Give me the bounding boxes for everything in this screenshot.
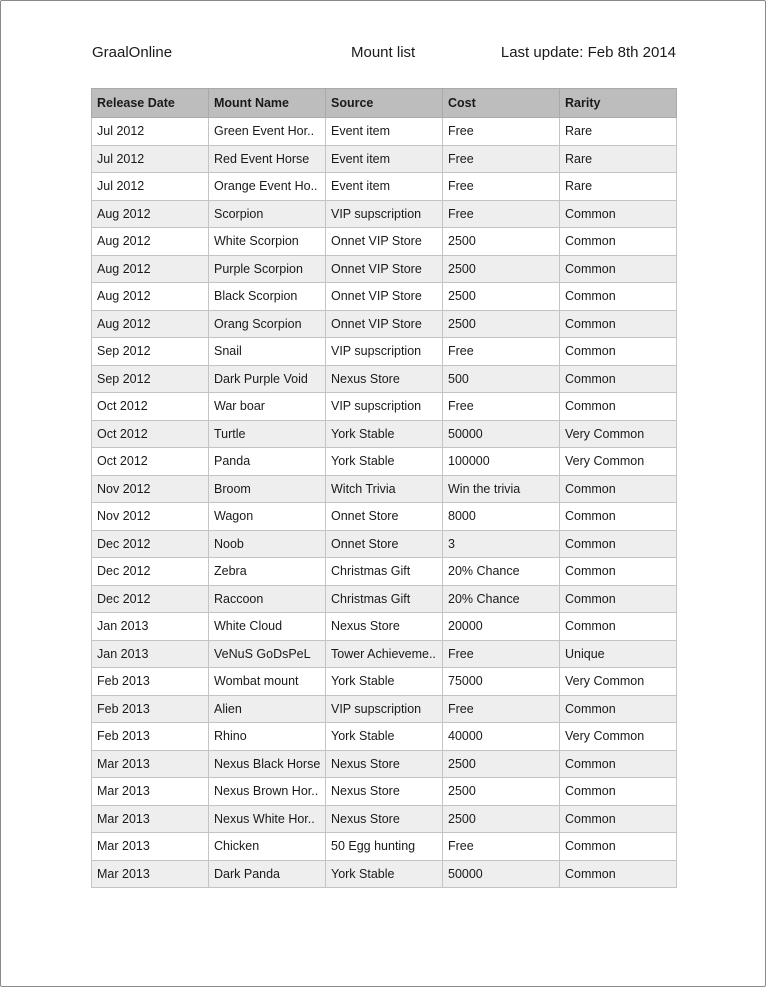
cell-source: York Stable <box>326 668 443 696</box>
cell-cost: Win the trivia <box>443 475 560 503</box>
cell-source: VIP supscription <box>326 338 443 366</box>
cell-source: VIP supscription <box>326 695 443 723</box>
cell-release-date: Dec 2012 <box>92 585 209 613</box>
cell-cost: 3 <box>443 530 560 558</box>
table-row <box>92 365 677 393</box>
cell-release-date: Jul 2012 <box>92 118 209 146</box>
cell-cost: Free <box>443 695 560 723</box>
table-row <box>92 585 677 613</box>
cell-rarity: Common <box>560 530 677 558</box>
cell-rarity: Common <box>560 695 677 723</box>
column-header-rarity: Rarity <box>560 89 677 118</box>
cell-mount-name: Raccoon <box>209 585 326 613</box>
table-row <box>92 118 677 146</box>
cell-rarity: Common <box>560 558 677 586</box>
cell-cost: 8000 <box>443 503 560 531</box>
cell-rarity: Common <box>560 393 677 421</box>
cell-cost: Free <box>443 338 560 366</box>
cell-source: Christmas Gift <box>326 585 443 613</box>
table-body <box>92 118 677 888</box>
cell-release-date: Aug 2012 <box>92 283 209 311</box>
cell-cost: 2500 <box>443 255 560 283</box>
cell-rarity: Common <box>560 833 677 861</box>
cell-source: York Stable <box>326 723 443 751</box>
cell-source: Nexus Store <box>326 613 443 641</box>
table-row <box>92 695 677 723</box>
cell-mount-name: Black Scorpion <box>209 283 326 311</box>
cell-mount-name: Orang Scorpion <box>209 310 326 338</box>
cell-release-date: Oct 2012 <box>92 393 209 421</box>
cell-rarity: Unique <box>560 640 677 668</box>
cell-source: Event item <box>326 118 443 146</box>
cell-mount-name: Dark Purple Void <box>209 365 326 393</box>
table-row <box>92 503 677 531</box>
table-row <box>92 173 677 201</box>
cell-rarity: Very Common <box>560 420 677 448</box>
cell-cost: 40000 <box>443 723 560 751</box>
cell-release-date: Jan 2013 <box>92 613 209 641</box>
cell-release-date: Aug 2012 <box>92 200 209 228</box>
table-row <box>92 448 677 476</box>
cell-release-date: Dec 2012 <box>92 558 209 586</box>
cell-rarity: Very Common <box>560 448 677 476</box>
cell-rarity: Common <box>560 365 677 393</box>
cell-mount-name: Nexus Black Horse <box>209 750 326 778</box>
cell-cost: 500 <box>443 365 560 393</box>
cell-mount-name: Zebra <box>209 558 326 586</box>
cell-cost: 2500 <box>443 750 560 778</box>
cell-source: Christmas Gift <box>326 558 443 586</box>
cell-release-date: Mar 2013 <box>92 805 209 833</box>
cell-cost: 2500 <box>443 310 560 338</box>
cell-mount-name: Panda <box>209 448 326 476</box>
cell-mount-name: Noob <box>209 530 326 558</box>
cell-rarity: Common <box>560 475 677 503</box>
cell-cost: Free <box>443 200 560 228</box>
cell-rarity: Common <box>560 338 677 366</box>
cell-mount-name: Nexus Brown Hor.. <box>209 778 326 806</box>
cell-rarity: Common <box>560 613 677 641</box>
cell-mount-name: Nexus White Hor.. <box>209 805 326 833</box>
cell-release-date: Feb 2013 <box>92 723 209 751</box>
table-header-row <box>92 89 677 118</box>
table-row <box>92 420 677 448</box>
cell-release-date: Jul 2012 <box>92 145 209 173</box>
cell-rarity: Common <box>560 503 677 531</box>
cell-mount-name: Orange Event Ho.. <box>209 173 326 201</box>
cell-release-date: Feb 2013 <box>92 695 209 723</box>
column-header-source: Source <box>326 89 443 118</box>
cell-source: Tower Achieveme.. <box>326 640 443 668</box>
cell-mount-name: Wombat mount <box>209 668 326 696</box>
cell-cost: Free <box>443 173 560 201</box>
cell-release-date: Feb 2013 <box>92 668 209 696</box>
table-row <box>92 778 677 806</box>
column-header-release-date: Release Date <box>92 89 209 118</box>
cell-source: Nexus Store <box>326 750 443 778</box>
table-row <box>92 530 677 558</box>
cell-release-date: Mar 2013 <box>92 750 209 778</box>
cell-source: Onnet VIP Store <box>326 310 443 338</box>
cell-source: Witch Trivia <box>326 475 443 503</box>
cell-source: Nexus Store <box>326 805 443 833</box>
cell-source: Onnet VIP Store <box>326 283 443 311</box>
cell-source: Onnet VIP Store <box>326 228 443 256</box>
cell-release-date: Mar 2013 <box>92 833 209 861</box>
table-row <box>92 613 677 641</box>
cell-mount-name: Turtle <box>209 420 326 448</box>
cell-mount-name: Chicken <box>209 833 326 861</box>
table-row <box>92 338 677 366</box>
cell-cost: 2500 <box>443 228 560 256</box>
cell-mount-name: Red Event Horse <box>209 145 326 173</box>
header-app-name: GraalOnline <box>92 44 173 61</box>
cell-release-date: Aug 2012 <box>92 310 209 338</box>
cell-source: Event item <box>326 173 443 201</box>
table-row <box>92 640 677 668</box>
cell-release-date: Oct 2012 <box>92 420 209 448</box>
cell-mount-name: Alien <box>209 695 326 723</box>
cell-source: VIP supscription <box>326 200 443 228</box>
cell-release-date: Nov 2012 <box>92 475 209 503</box>
cell-rarity: Rare <box>560 173 677 201</box>
cell-mount-name: White Cloud <box>209 613 326 641</box>
cell-release-date: Mar 2013 <box>92 860 209 888</box>
cell-release-date: Sep 2012 <box>92 365 209 393</box>
cell-source: Nexus Store <box>326 778 443 806</box>
cell-mount-name: White Scorpion <box>209 228 326 256</box>
cell-cost: 20000 <box>443 613 560 641</box>
cell-mount-name: Scorpion <box>209 200 326 228</box>
cell-cost: 100000 <box>443 448 560 476</box>
table-row <box>92 393 677 421</box>
cell-rarity: Common <box>560 778 677 806</box>
cell-release-date: Aug 2012 <box>92 255 209 283</box>
cell-release-date: Oct 2012 <box>92 448 209 476</box>
cell-cost: 20% Chance <box>443 558 560 586</box>
cell-source: York Stable <box>326 860 443 888</box>
cell-source: 50 Egg hunting <box>326 833 443 861</box>
table-row <box>92 860 677 888</box>
table-row <box>92 833 677 861</box>
table-row <box>92 750 677 778</box>
cell-cost: Free <box>443 145 560 173</box>
cell-rarity: Common <box>560 310 677 338</box>
table-row <box>92 723 677 751</box>
cell-source: Event item <box>326 145 443 173</box>
table-row <box>92 228 677 256</box>
cell-mount-name: Rhino <box>209 723 326 751</box>
cell-rarity: Rare <box>560 118 677 146</box>
cell-mount-name: Broom <box>209 475 326 503</box>
cell-source: Nexus Store <box>326 365 443 393</box>
page-title: Mount list <box>351 44 416 61</box>
cell-source: Onnet VIP Store <box>326 255 443 283</box>
cell-rarity: Common <box>560 805 677 833</box>
mount-list-table <box>91 88 677 888</box>
column-header-cost: Cost <box>443 89 560 118</box>
cell-rarity: Common <box>560 860 677 888</box>
cell-release-date: Aug 2012 <box>92 228 209 256</box>
table-row <box>92 668 677 696</box>
table-row <box>92 283 677 311</box>
cell-release-date: Jan 2013 <box>92 640 209 668</box>
cell-cost: 2500 <box>443 805 560 833</box>
page-header <box>92 44 676 64</box>
table-row <box>92 558 677 586</box>
cell-rarity: Very Common <box>560 668 677 696</box>
cell-cost: 2500 <box>443 283 560 311</box>
cell-mount-name: War boar <box>209 393 326 421</box>
cell-rarity: Common <box>560 283 677 311</box>
cell-source: York Stable <box>326 420 443 448</box>
cell-rarity: Common <box>560 200 677 228</box>
table-row <box>92 145 677 173</box>
cell-cost: Free <box>443 640 560 668</box>
last-update-text: Last update: Feb 8th 2014 <box>500 44 676 61</box>
column-header-mount-name: Mount Name <box>209 89 326 118</box>
cell-rarity: Rare <box>560 145 677 173</box>
cell-mount-name: VeNuS GoDsPeL <box>209 640 326 668</box>
cell-cost: Free <box>443 393 560 421</box>
cell-rarity: Common <box>560 750 677 778</box>
table-row <box>92 310 677 338</box>
cell-release-date: Mar 2013 <box>92 778 209 806</box>
cell-mount-name: Purple Scorpion <box>209 255 326 283</box>
cell-mount-name: Snail <box>209 338 326 366</box>
cell-source: VIP supscription <box>326 393 443 421</box>
cell-mount-name: Green Event Hor.. <box>209 118 326 146</box>
cell-source: York Stable <box>326 448 443 476</box>
cell-rarity: Common <box>560 228 677 256</box>
table-row <box>92 805 677 833</box>
cell-cost: 75000 <box>443 668 560 696</box>
cell-cost: 50000 <box>443 860 560 888</box>
cell-cost: Free <box>443 118 560 146</box>
table-row <box>92 255 677 283</box>
cell-mount-name: Dark Panda <box>209 860 326 888</box>
cell-release-date: Jul 2012 <box>92 173 209 201</box>
cell-release-date: Dec 2012 <box>92 530 209 558</box>
cell-source: Onnet Store <box>326 530 443 558</box>
cell-release-date: Nov 2012 <box>92 503 209 531</box>
cell-release-date: Sep 2012 <box>92 338 209 366</box>
cell-rarity: Very Common <box>560 723 677 751</box>
cell-cost: Free <box>443 833 560 861</box>
cell-cost: 50000 <box>443 420 560 448</box>
cell-rarity: Common <box>560 585 677 613</box>
table-row <box>92 200 677 228</box>
cell-mount-name: Wagon <box>209 503 326 531</box>
table-row <box>92 475 677 503</box>
cell-rarity: Common <box>560 255 677 283</box>
cell-source: Onnet Store <box>326 503 443 531</box>
cell-cost: 2500 <box>443 778 560 806</box>
cell-cost: 20% Chance <box>443 585 560 613</box>
